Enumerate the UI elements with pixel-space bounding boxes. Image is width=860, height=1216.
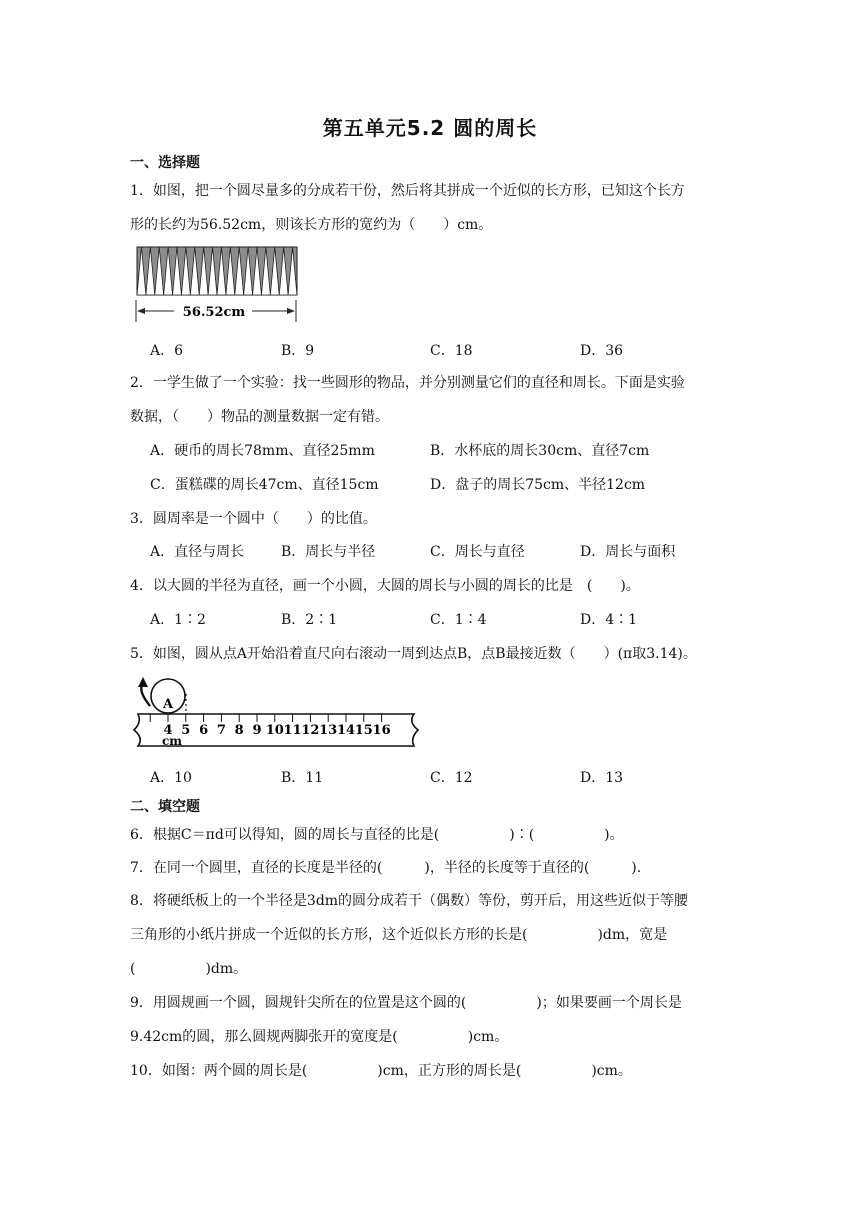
q1-option-c[interactable]: C．18	[430, 343, 473, 359]
q8-text-line2: 三角形的小纸片拼成一个近似的长方形，这个近似长方形的长是( )dm，宽是	[130, 927, 668, 943]
q1-text-line1: 1．如图，把一个圆尽量多的分成若干份，然后将其拼成一个近似的长方形，已知这个长方	[130, 183, 685, 199]
q5-tick-label: 11	[283, 723, 302, 738]
q5-option-a[interactable]: A．10	[150, 770, 192, 786]
q8-text-line3: ( )dm。	[130, 961, 248, 977]
q3-option-c[interactable]: C．周长与直径	[430, 544, 525, 560]
q9-text-line1: 9．用圆规画一个圆，圆规针尖所在的位置是这个圆的( )；如果要画一个周长是	[130, 995, 682, 1011]
q1-length-label: 56.52cm	[182, 305, 246, 320]
q5-option-c[interactable]: C．12	[430, 770, 473, 786]
q3-option-d[interactable]: D．周长与面积	[580, 544, 676, 560]
q4-option-b[interactable]: B．2∶1	[281, 612, 338, 628]
section-fill-heading: 二、填空题	[130, 799, 200, 815]
q1-option-d[interactable]: D．36	[580, 343, 624, 359]
q10-text-line1: 10．如图：两个圆的周长是( )cm，正方形的周长是( )cm。	[130, 1063, 632, 1079]
q5-tick-label: 9	[252, 723, 262, 738]
q2-option-c[interactable]: C．蛋糕碟的周长47cm、直径15cm	[150, 477, 379, 493]
q1-rectangle-figure	[134, 244, 300, 324]
q2-option-d[interactable]: D．盘子的周长75cm、半径12cm	[430, 477, 646, 493]
q2-option-a[interactable]: A．硬币的周长78mm、直径25mm	[150, 443, 375, 459]
q5-tick-label: 10	[265, 723, 284, 738]
q5-ruler-unit: cm	[161, 734, 183, 748]
q5-tick-label: 7	[216, 723, 226, 738]
q3-option-b[interactable]: B．周长与半径	[281, 544, 376, 560]
q6-text-line1: 6．根据C＝πd可以得知，圆的周长与直径的比是( )∶( )。	[130, 827, 624, 843]
q5-tick-label: 4	[163, 723, 173, 738]
q2-text-line1: 2．一学生做了一个实验：找一些圆形的物品，并分别测量它们的直径和周长。下面是实验	[130, 375, 685, 391]
q9-text-line2: 9.42cm的圆，那么圆规两脚张开的宽度是( )cm。	[130, 1029, 509, 1045]
q1-option-a[interactable]: A．6	[150, 343, 184, 359]
q4-option-d[interactable]: D．4∶1	[580, 612, 638, 628]
page-title: 第五单元5.2 圆的周长	[322, 116, 538, 140]
q1-option-b[interactable]: B．9	[281, 343, 315, 359]
q5-tick-label: 16	[372, 723, 391, 738]
q7-text-line1: 7．在同一个圆里，直径的长度是半径的( )，半径的长度等于直径的( ).	[130, 860, 642, 876]
section-choice-heading: 一、选择题	[130, 155, 200, 171]
q4-option-a[interactable]: A．1∶2	[150, 612, 206, 628]
q3-text-line1: 3．圆周率是一个圆中（ ）的比值。	[130, 511, 377, 527]
q5-tick-label: 8	[234, 723, 244, 738]
q5-tick-label: 13	[319, 723, 338, 738]
q1-text-line2: 形的长约为56.52cm，则该长方形的宽约为（ ）cm。	[130, 217, 493, 233]
q5-tick-label: 5	[181, 723, 191, 738]
q8-text-line1: 8．将硬纸板上的一个半径是3dm的圆分成若干（偶数）等份，剪开后，用这些近似于等腰	[130, 893, 689, 909]
q5-tick-label: 15	[354, 723, 373, 738]
q2-text-line2: 数据，（ ）物品的测量数据一定有错。	[130, 409, 389, 425]
q5-tick-label: 12	[301, 723, 320, 738]
q5-option-b[interactable]: B．11	[281, 770, 324, 786]
q3-option-a[interactable]: A．直径与周长	[150, 544, 245, 560]
q5-rotation-arrow-icon	[141, 684, 150, 706]
q5-text-line1: 5．如图，圆从点A开始沿着直尺向右滚动一周到达点B，点B最接近数（ ）(π取3.14)。	[130, 646, 697, 662]
q5-tick-label: 14	[336, 723, 356, 738]
q5-point-label: A	[162, 697, 174, 712]
q4-text-line1: 4．以大圆的半径为直径，画一个小圆，大圆的周长与小圆的周长的比是 ( )。	[130, 578, 640, 594]
q4-option-c[interactable]: C．1∶4	[430, 612, 487, 628]
q5-option-d[interactable]: D．13	[580, 770, 624, 786]
q2-option-b[interactable]: B．水杯底的周长30cm、直径7cm	[430, 443, 650, 459]
q5-tick-label: 6	[199, 723, 209, 738]
q5-ruler-figure	[130, 672, 422, 752]
